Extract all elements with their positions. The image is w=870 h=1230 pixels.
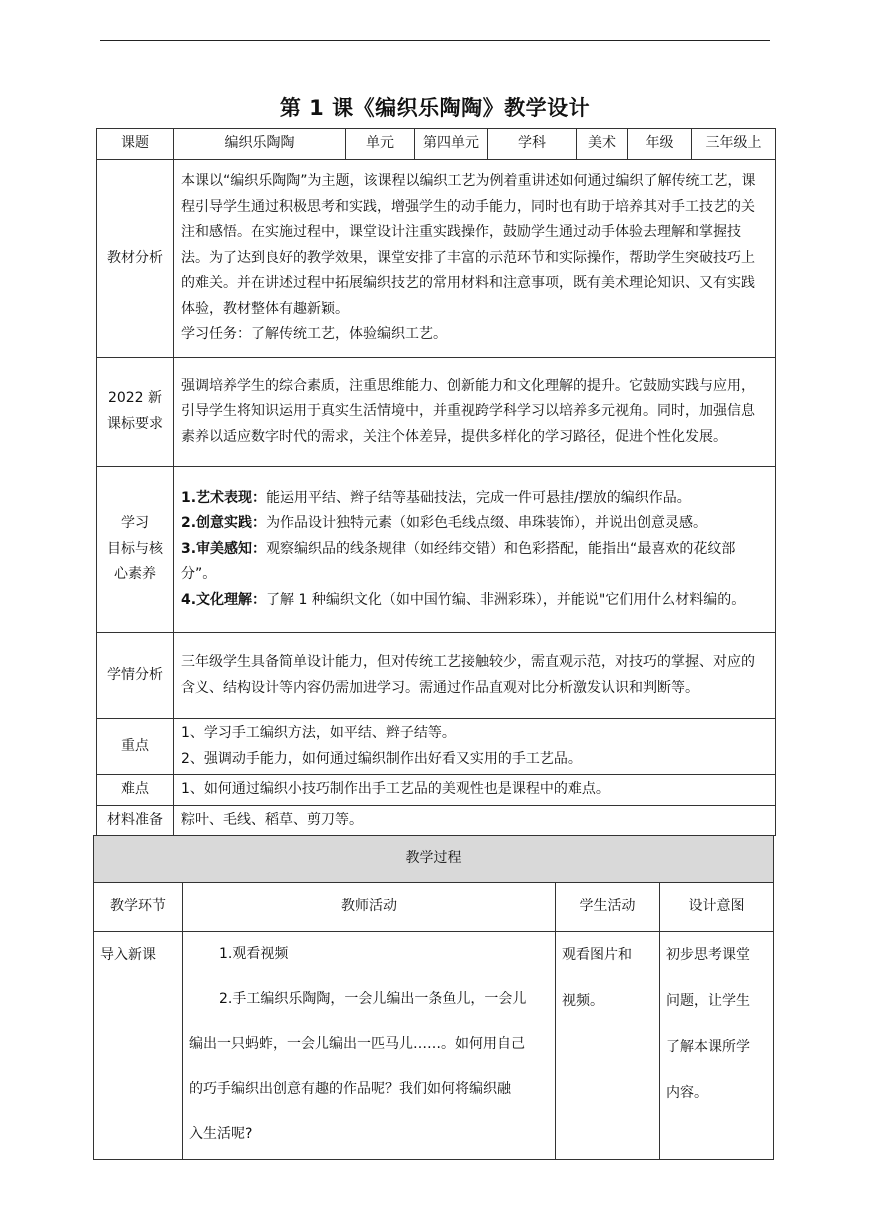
grade-label: 年级: [628, 129, 692, 160]
goal-item: [181, 511, 768, 537]
goals-label-line1: 学习: [121, 515, 149, 532]
goal-item: [181, 486, 768, 512]
process-header-row: [94, 836, 774, 883]
standard-label-line1: 2022 新: [107, 390, 163, 407]
goal-text: 能运用平结、辫子结等基础技法，完成一件可悬挂/摆放的编织作品。: [266, 489, 691, 506]
intent-line: 了解本课所学: [666, 1039, 750, 1055]
goal-heading: 4.文化理解：: [181, 591, 267, 608]
standard-label: [97, 358, 174, 467]
teacher-line: 1.观看视频: [219, 946, 289, 962]
key-point-2: 2、强调动手能力，如何通过编织制作出好看又实用的手工艺品。: [181, 750, 582, 767]
goals-row: [97, 467, 776, 633]
key-points-row: [97, 719, 776, 775]
student-line: 观看图片和: [562, 947, 632, 963]
materials-row: [97, 805, 776, 836]
goal-heading: 3.审美感知：: [181, 540, 267, 557]
design-intent-cell: [660, 932, 774, 1160]
teacher-activity-cell: [183, 932, 556, 1160]
goal-item: [181, 588, 768, 614]
standard-row: [97, 358, 776, 467]
col-stage: 教学环节: [94, 883, 183, 932]
students-row: [97, 633, 776, 719]
intent-line: 初步思考课堂: [666, 947, 750, 963]
analysis-cell: [174, 160, 776, 358]
student-activity-cell: [556, 932, 660, 1160]
difficulty-label: 难点: [97, 775, 174, 806]
teacher-line: 2.手工编织乐陶陶，一会儿编出一条鱼儿，一会儿: [219, 991, 527, 1007]
students-text: 三年级学生具备简单设计能力，但对传统工艺接触较少，需直观示范，对技巧的掌握、对应的含义、结构设计等内容仍需加进学习。需通过作品直观对比分析激发认识和判断等。: [174, 633, 776, 719]
teacher-line: 编出一只蚂蚱，一会儿编出一匹马儿……。如何用自己: [189, 1036, 525, 1052]
col-teacher: 教师活动: [183, 883, 556, 932]
lesson-info-table: [96, 128, 776, 836]
goal-item: [181, 537, 768, 588]
key-points-cell: [174, 719, 776, 775]
header-rule: [100, 40, 770, 41]
grade-value: 三年级上: [692, 129, 776, 160]
subject-label: 学科: [488, 129, 577, 160]
col-intent: 设计意图: [660, 883, 774, 932]
goals-label-line2: 目标与核: [107, 540, 163, 557]
process-row-intro: [94, 932, 774, 1160]
goals-cell: [174, 467, 776, 633]
topic-value: 编织乐陶陶: [174, 129, 346, 160]
subject-value: 美术: [577, 129, 628, 160]
process-columns-row: [94, 883, 774, 932]
materials-text: 粽叶、毛线、稻草、剪刀等。: [174, 805, 776, 836]
teaching-process-table: [93, 835, 774, 1160]
goal-heading: 1.艺术表现：: [181, 489, 267, 506]
students-label: 学情分析: [97, 633, 174, 719]
difficulty-text: 1、如何通过编织小技巧制作出手工艺品的美观性也是课程中的难点。: [174, 775, 776, 806]
goal-heading: 2.创意实践：: [181, 515, 267, 532]
analysis-row: [97, 160, 776, 358]
col-student: 学生活动: [556, 883, 660, 932]
key-points-label: 重点: [97, 719, 174, 775]
analysis-text: 本课以“编织乐陶陶”为主题，该课程以编织工艺为例着重讲述如何通过编织了解传统工艺，课程引导学生通过积极思考和实践，增强学生的动手能力，同时也有助于培养其对手工技艺的关注和感悟。在实施过程中，课堂设计注重实践操作，鼓励学生通过动手体验去理解和掌握技法。为了达到良好的教学效果，课堂安排了丰富的示范环节和实际操作，帮助学生突破技巧上的难关。并在讲述过程中拓展编织技艺的常用材料和注意事项，既有美术理论知识、又有实践体验，教材整体有趣新颖。: [181, 172, 756, 317]
goal-text: 为作品设计独特元素（如彩色毛线点缀、串珠装饰），并说出创意灵感。: [266, 515, 708, 532]
topic-label: 课题: [97, 129, 174, 160]
difficulty-row: [97, 775, 776, 806]
intent-line: 内容。: [666, 1085, 708, 1101]
goals-label-line3: 心素养: [114, 566, 156, 583]
unit-label: 单元: [346, 129, 415, 160]
teacher-line: 入生活呢?: [189, 1126, 253, 1142]
goal-text: 观察编织品的线条规律（如经纬交错）和色彩搭配，能指出“最喜欢的花纹部分”。: [181, 540, 736, 583]
stage-cell: 导入新课: [94, 932, 183, 1160]
analysis-label: 教材分析: [97, 160, 174, 358]
unit-value: 第四单元: [415, 129, 488, 160]
materials-label: 材料准备: [97, 805, 174, 836]
student-line: 视频。: [562, 993, 604, 1009]
process-header: 教学过程: [94, 836, 774, 883]
info-row: [97, 129, 776, 160]
standard-label-line2: 课标要求: [107, 416, 163, 432]
intent-line: 问题，让学生: [666, 993, 750, 1009]
goals-label: [97, 467, 174, 633]
key-point-1: 1、学习手工编织方法，如平结、辫子结等。: [181, 725, 456, 741]
teacher-line: 的巧手编织出创意有趣的作品呢？我们如何将编织融: [189, 1081, 511, 1097]
goal-text: 了解 1 种编织文化（如中国竹编、非洲彩珠），并能说"它们用什么材料编的。: [266, 591, 746, 608]
page-title: 第 1 课《编织乐陶陶》教学设计: [279, 96, 591, 120]
analysis-task: 学习任务：了解传统工艺，体验编织工艺。: [181, 326, 447, 343]
standard-text: 强调培养学生的综合素质，注重思维能力、创新能力和文化理解的提升。它鼓励实践与应用，引导学生将知识运用于真实生活情境中，并重视跨学科学习以培养多元视角。同时，加强信息素养以适应数字时代的需求，关注个体差异，提供多样化的学习路径，促进个性化发展。: [174, 358, 776, 467]
